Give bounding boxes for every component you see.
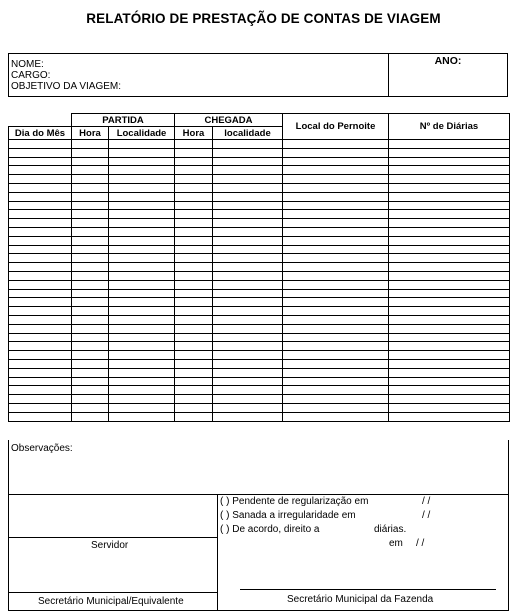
table-cell[interactable] [283, 324, 389, 333]
table-cell[interactable] [72, 175, 109, 184]
nome-field[interactable]: NOME: [11, 59, 44, 70]
table-cell[interactable] [283, 351, 389, 360]
em-label: em [389, 538, 403, 549]
table-row [9, 307, 510, 316]
signature-area [8, 495, 509, 611]
identification-fields [9, 54, 389, 96]
table-cell[interactable] [175, 183, 213, 192]
table-cell[interactable] [175, 192, 213, 201]
localidade-header: Localidade [109, 127, 175, 140]
table-cell[interactable] [72, 227, 109, 236]
table-cell[interactable] [283, 315, 389, 324]
table-row [9, 166, 510, 175]
table-cell[interactable] [175, 210, 213, 219]
hora-header: Hora [72, 127, 109, 140]
table-cell[interactable] [175, 351, 213, 360]
table-cell[interactable] [72, 245, 109, 254]
table-cell[interactable] [72, 166, 109, 175]
table-cell[interactable] [283, 192, 389, 201]
fazenda-signature-line [240, 589, 496, 590]
table-row [9, 403, 510, 412]
table-cell[interactable] [72, 271, 109, 280]
table-cell[interactable] [72, 324, 109, 333]
table-cell[interactable] [213, 148, 283, 157]
table-row [9, 289, 510, 298]
table-cell[interactable] [109, 368, 175, 377]
table-cell[interactable] [283, 377, 389, 386]
table-cell[interactable] [389, 368, 510, 377]
table-cell[interactable] [109, 377, 175, 386]
table-cell[interactable] [389, 377, 510, 386]
table-cell[interactable] [9, 245, 72, 254]
table-cell[interactable] [283, 395, 389, 404]
table-cell[interactable] [9, 368, 72, 377]
table-cell[interactable] [9, 386, 72, 395]
table-cell[interactable] [9, 227, 72, 236]
table-cell[interactable] [389, 219, 510, 228]
table-cell[interactable] [72, 403, 109, 412]
table-cell[interactable] [389, 298, 510, 307]
table-row [9, 227, 510, 236]
table-cell[interactable] [389, 245, 510, 254]
table-cell[interactable] [9, 219, 72, 228]
table-cell[interactable] [175, 271, 213, 280]
hora-chegada-header: Hora [175, 127, 213, 140]
table-cell[interactable] [9, 324, 72, 333]
travel-table [8, 113, 510, 422]
table-cell[interactable] [72, 368, 109, 377]
table-cell[interactable] [175, 227, 213, 236]
de-acordo-option[interactable]: ( ) De acordo, direito a [220, 524, 320, 535]
table-cell[interactable] [389, 201, 510, 210]
table-cell[interactable] [213, 315, 283, 324]
table-cell[interactable] [213, 351, 283, 360]
table-cell[interactable] [9, 166, 72, 175]
table-cell[interactable] [283, 148, 389, 157]
table-cell[interactable] [175, 166, 213, 175]
table-cell[interactable] [9, 403, 72, 412]
table-cell[interactable] [389, 324, 510, 333]
table-cell[interactable] [283, 210, 389, 219]
table-cell[interactable] [109, 148, 175, 157]
table-cell[interactable] [175, 342, 213, 351]
table-cell[interactable] [9, 298, 72, 307]
table-cell[interactable] [389, 386, 510, 395]
table-cell[interactable] [283, 236, 389, 245]
objetivo-field[interactable]: OBJETIVO DA VIAGEM: [11, 81, 122, 92]
table-cell[interactable] [109, 210, 175, 219]
table-cell[interactable] [72, 183, 109, 192]
table-cell[interactable] [283, 342, 389, 351]
table-cell[interactable] [9, 210, 72, 219]
table-cell[interactable] [389, 254, 510, 263]
table-cell[interactable] [389, 289, 510, 298]
table-cell[interactable] [72, 298, 109, 307]
de-acordo-date[interactable]: / / [416, 538, 425, 549]
table-cell[interactable] [72, 140, 109, 149]
table-cell[interactable] [213, 210, 283, 219]
table-cell[interactable] [72, 219, 109, 228]
table-cell[interactable] [9, 236, 72, 245]
table-cell[interactable] [72, 342, 109, 351]
table-row [9, 245, 510, 254]
table-row [9, 333, 510, 342]
table-row [9, 210, 510, 219]
table-cell[interactable] [175, 395, 213, 404]
table-cell[interactable] [9, 192, 72, 201]
table-cell[interactable] [389, 166, 510, 175]
table-cell[interactable] [109, 359, 175, 368]
table-cell[interactable] [9, 333, 72, 342]
table-cell[interactable] [9, 263, 72, 272]
table-cell[interactable] [175, 263, 213, 272]
table-cell[interactable] [389, 412, 510, 421]
table-cell[interactable] [389, 236, 510, 245]
table-row [9, 386, 510, 395]
pendente-option[interactable]: ( ) Pendente de regularização em [220, 496, 369, 507]
table-cell[interactable] [213, 324, 283, 333]
table-cell[interactable] [109, 307, 175, 316]
table-cell[interactable] [389, 183, 510, 192]
table-cell[interactable] [109, 166, 175, 175]
table-row [9, 368, 510, 377]
table-cell[interactable] [389, 148, 510, 157]
table-cell[interactable] [213, 254, 283, 263]
table-cell[interactable] [175, 236, 213, 245]
table-cell[interactable] [72, 395, 109, 404]
table-cell[interactable] [9, 307, 72, 316]
table-cell[interactable] [109, 342, 175, 351]
table-cell[interactable] [283, 245, 389, 254]
table-cell[interactable] [283, 289, 389, 298]
table-cell[interactable] [72, 236, 109, 245]
table-cell[interactable] [109, 157, 175, 166]
table-cell[interactable] [213, 227, 283, 236]
table-cell[interactable] [72, 386, 109, 395]
table-cell[interactable] [283, 166, 389, 175]
table-cell[interactable] [109, 324, 175, 333]
table-cell[interactable] [9, 280, 72, 289]
table-cell[interactable] [389, 351, 510, 360]
table-cell[interactable] [9, 271, 72, 280]
table-cell[interactable] [109, 183, 175, 192]
table-cell[interactable] [389, 271, 510, 280]
table-cell[interactable] [175, 368, 213, 377]
table-cell[interactable] [9, 201, 72, 210]
table-cell[interactable] [175, 219, 213, 228]
partida-header: PARTIDA [72, 114, 175, 127]
table-cell[interactable] [213, 403, 283, 412]
table-cell[interactable] [9, 289, 72, 298]
chegada-header: CHEGADA [175, 114, 283, 127]
table-cell[interactable] [213, 157, 283, 166]
table-cell[interactable] [213, 342, 283, 351]
table-cell[interactable] [9, 395, 72, 404]
table-cell[interactable] [213, 386, 283, 395]
table-cell[interactable] [175, 359, 213, 368]
table-cell[interactable] [72, 333, 109, 342]
secretario-equivalente-label: Secretário Municipal/Equivalente [38, 596, 184, 607]
diarias-label: diárias. [374, 524, 407, 535]
table-cell[interactable] [109, 395, 175, 404]
table-row [9, 219, 510, 228]
table-cell[interactable] [9, 342, 72, 351]
table-cell[interactable] [72, 254, 109, 263]
table-cell[interactable] [109, 351, 175, 360]
table-cell[interactable] [283, 183, 389, 192]
localidade-chegada-header: localidade [213, 127, 283, 140]
dia-do-mes-header: Dia do Mês [9, 127, 72, 140]
table-cell[interactable] [72, 210, 109, 219]
table-cell[interactable] [213, 245, 283, 254]
table-cell[interactable] [9, 148, 72, 157]
table-cell[interactable] [109, 333, 175, 342]
table-cell[interactable] [283, 201, 389, 210]
table-cell[interactable] [283, 368, 389, 377]
table-cell[interactable] [109, 201, 175, 210]
ano-field[interactable]: ANO: [434, 55, 462, 67]
table-cell[interactable] [109, 298, 175, 307]
table-row [9, 342, 510, 351]
table-cell[interactable] [389, 263, 510, 272]
table-cell[interactable] [213, 175, 283, 184]
table-row [9, 140, 510, 149]
table-row [9, 254, 510, 263]
table-cell[interactable] [283, 307, 389, 316]
cargo-field[interactable]: CARGO: [11, 70, 51, 81]
table-cell[interactable] [213, 368, 283, 377]
table-cell[interactable] [213, 280, 283, 289]
table-cell[interactable] [283, 227, 389, 236]
table-cell[interactable] [175, 280, 213, 289]
table-cell[interactable] [283, 298, 389, 307]
table-cell[interactable] [389, 307, 510, 316]
table-cell[interactable] [175, 412, 213, 421]
table-cell[interactable] [283, 140, 389, 149]
table-cell[interactable] [109, 289, 175, 298]
table-row [9, 271, 510, 280]
table-cell[interactable] [9, 351, 72, 360]
table-cell[interactable] [9, 377, 72, 386]
table-cell[interactable] [72, 192, 109, 201]
table-cell[interactable] [175, 403, 213, 412]
table-cell[interactable] [109, 386, 175, 395]
corner-cell [9, 114, 72, 127]
table-row [9, 183, 510, 192]
observations-box[interactable] [8, 440, 509, 495]
table-cell[interactable] [72, 351, 109, 360]
table-cell[interactable] [213, 377, 283, 386]
table-cell[interactable] [175, 289, 213, 298]
table-row [9, 324, 510, 333]
table-cell[interactable] [283, 254, 389, 263]
table-cell[interactable] [72, 377, 109, 386]
table-cell[interactable] [213, 236, 283, 245]
table-cell[interactable] [175, 386, 213, 395]
table-cell[interactable] [389, 280, 510, 289]
table-cell[interactable] [213, 192, 283, 201]
table-cell[interactable] [9, 359, 72, 368]
table-cell[interactable] [109, 271, 175, 280]
table-cell[interactable] [175, 333, 213, 342]
table-cell[interactable] [213, 183, 283, 192]
table-cell[interactable] [389, 333, 510, 342]
table-cell[interactable] [9, 140, 72, 149]
table-cell[interactable] [389, 140, 510, 149]
table-cell[interactable] [175, 148, 213, 157]
table-cell[interactable] [109, 236, 175, 245]
table-row [9, 236, 510, 245]
local-pernoite-header: Local do Pernoite [283, 114, 389, 140]
table-cell[interactable] [72, 201, 109, 210]
table-cell[interactable] [213, 140, 283, 149]
table-cell[interactable] [109, 227, 175, 236]
sanada-option[interactable]: ( ) Sanada a irregularidade em [220, 510, 356, 521]
table-cell[interactable] [389, 227, 510, 236]
table-row [9, 280, 510, 289]
table-row [9, 377, 510, 386]
table-cell[interactable] [389, 342, 510, 351]
num-diarias-header: Nº de Diárias [389, 114, 510, 140]
document-title: RELATÓRIO DE PRESTAÇÃO DE CONTAS DE VIAGEM [86, 11, 441, 26]
table-cell[interactable] [72, 280, 109, 289]
table-cell[interactable] [213, 412, 283, 421]
table-row [9, 175, 510, 184]
table-cell[interactable] [283, 271, 389, 280]
table-cell[interactable] [72, 412, 109, 421]
table-cell[interactable] [389, 192, 510, 201]
table-cell[interactable] [283, 280, 389, 289]
table-cell[interactable] [109, 254, 175, 263]
table-cell[interactable] [9, 412, 72, 421]
table-cell[interactable] [109, 263, 175, 272]
table-cell[interactable] [213, 359, 283, 368]
table-cell[interactable] [389, 210, 510, 219]
table-cell[interactable] [109, 280, 175, 289]
observations-label: Observações: [11, 443, 73, 454]
table-cell[interactable] [175, 377, 213, 386]
table-cell[interactable] [213, 219, 283, 228]
table-cell[interactable] [213, 166, 283, 175]
table-cell[interactable] [9, 254, 72, 263]
header-box [8, 53, 508, 97]
table-row [9, 157, 510, 166]
table-cell[interactable] [175, 157, 213, 166]
table-cell[interactable] [389, 315, 510, 324]
table-row [9, 263, 510, 272]
table-cell[interactable] [213, 271, 283, 280]
table-cell[interactable] [109, 192, 175, 201]
pendente-date[interactable]: / / [422, 496, 431, 507]
table-cell[interactable] [175, 298, 213, 307]
table-cell[interactable] [213, 201, 283, 210]
table-cell[interactable] [175, 175, 213, 184]
table-cell[interactable] [109, 140, 175, 149]
table-cell[interactable] [389, 403, 510, 412]
table-cell[interactable] [175, 307, 213, 316]
table-cell[interactable] [213, 333, 283, 342]
table-cell[interactable] [109, 175, 175, 184]
table-cell[interactable] [9, 175, 72, 184]
table-cell[interactable] [72, 307, 109, 316]
table-cell[interactable] [175, 140, 213, 149]
table-cell[interactable] [175, 254, 213, 263]
table-row [9, 298, 510, 307]
table-row [9, 315, 510, 324]
table-cell[interactable] [283, 175, 389, 184]
table-row [9, 148, 510, 157]
table-cell[interactable] [213, 298, 283, 307]
table-cell[interactable] [213, 289, 283, 298]
table-row [9, 412, 510, 421]
table-cell[interactable] [72, 263, 109, 272]
table-row [9, 351, 510, 360]
table-cell[interactable] [283, 359, 389, 368]
table-cell[interactable] [72, 157, 109, 166]
table-cell[interactable] [283, 333, 389, 342]
table-cell[interactable] [389, 359, 510, 368]
table-cell[interactable] [72, 315, 109, 324]
table-cell[interactable] [283, 386, 389, 395]
table-cell[interactable] [213, 307, 283, 316]
table-cell[interactable] [175, 201, 213, 210]
table-cell[interactable] [109, 315, 175, 324]
table-cell[interactable] [175, 245, 213, 254]
table-cell[interactable] [109, 219, 175, 228]
table-cell[interactable] [283, 219, 389, 228]
table-cell[interactable] [175, 324, 213, 333]
table-row [9, 192, 510, 201]
table-cell[interactable] [72, 148, 109, 157]
table-cell[interactable] [175, 315, 213, 324]
table-cell[interactable] [109, 245, 175, 254]
table-row [9, 359, 510, 368]
table-cell[interactable] [389, 175, 510, 184]
table-row [9, 201, 510, 210]
servidor-label: Servidor [91, 540, 129, 551]
table-cell[interactable] [109, 403, 175, 412]
table-cell[interactable] [109, 412, 175, 421]
table-cell[interactable] [9, 315, 72, 324]
table-row [9, 395, 510, 404]
table-cell[interactable] [389, 157, 510, 166]
sanada-date[interactable]: / / [422, 510, 431, 521]
divider-line [9, 592, 218, 593]
table-cell[interactable] [72, 289, 109, 298]
table-cell[interactable] [9, 183, 72, 192]
table-cell[interactable] [283, 157, 389, 166]
table-cell[interactable] [283, 403, 389, 412]
secretario-fazenda-label: Secretário Municipal da Fazenda [287, 594, 434, 605]
table-cell[interactable] [283, 412, 389, 421]
divider-line [9, 537, 218, 538]
table-cell[interactable] [213, 395, 283, 404]
table-cell[interactable] [283, 263, 389, 272]
table-cell[interactable] [72, 359, 109, 368]
table-cell[interactable] [389, 395, 510, 404]
table-cell[interactable] [9, 157, 72, 166]
table-cell[interactable] [213, 263, 283, 272]
